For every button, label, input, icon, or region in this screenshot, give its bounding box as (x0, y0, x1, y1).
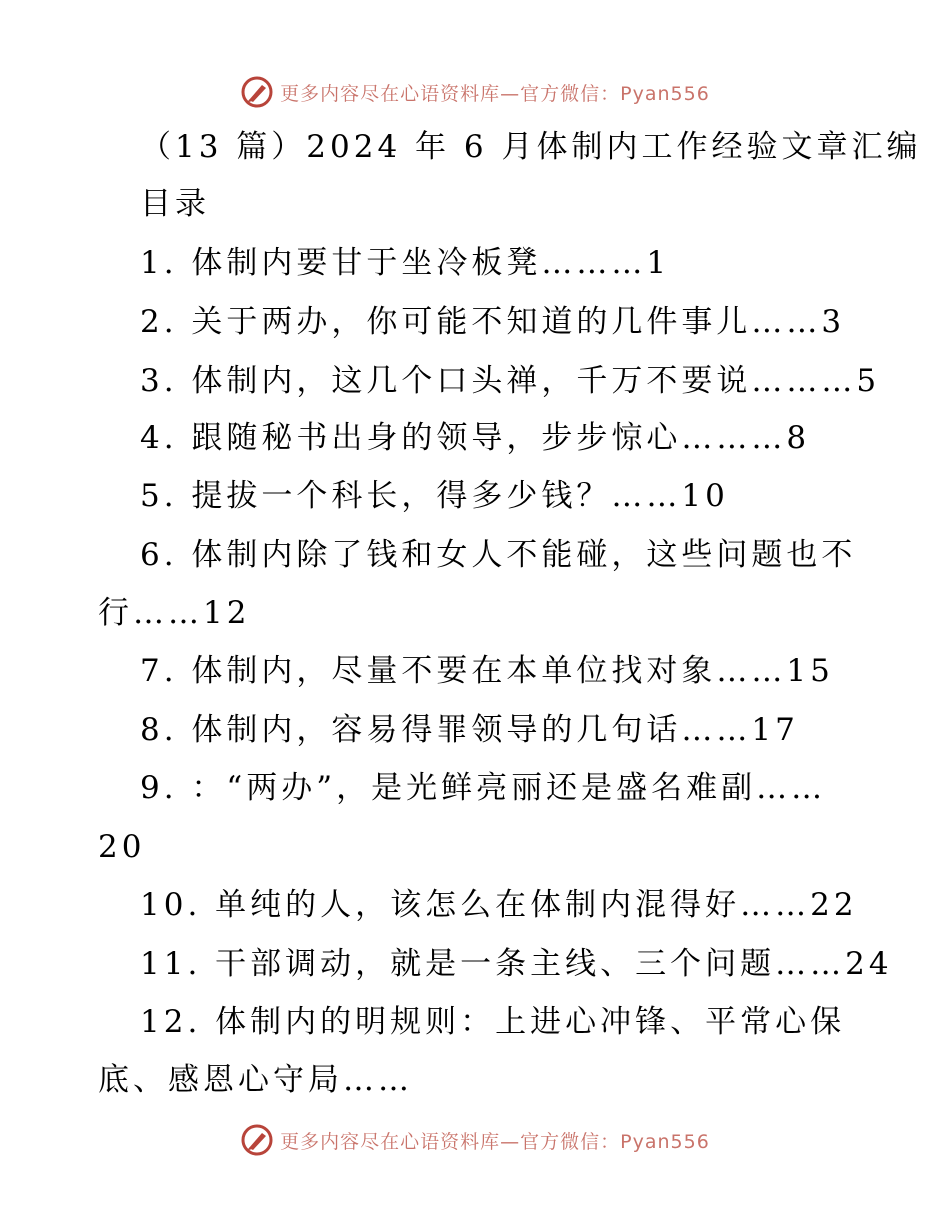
footer-watermark (0, 1120, 950, 1160)
toc-line: 6. 体制内除了钱和女人不能碰，这些问题也不 (140, 537, 857, 573)
toc-line: 4. 跟随秘书出身的领导，步步惊心………8 (140, 420, 811, 456)
toc-line: 12. 体制内的明规则：上进心冲锋、平常心保 (140, 1004, 846, 1040)
toc-line: 8. 体制内，容易得罪领导的几句话……17 (140, 712, 799, 748)
watermark-text: 更多内容尽在心语资料库—官方微信：Pyan556 (280, 1130, 710, 1153)
document-title: （13 篇）2024 年 6 月体制内工作经验文章汇编 (140, 129, 922, 165)
toc-line: 2. 关于两办，你可能不知道的几件事儿……3 (140, 304, 846, 340)
watermark-text: 更多内容尽在心语资料库—官方微信：Pyan556 (280, 82, 710, 105)
toc-line: 7. 体制内，尽量不要在本单位找对象……15 (140, 653, 834, 689)
toc-heading: 目录 (140, 186, 210, 222)
toc-line: 10. 单纯的人，该怎么在体制内混得好……22 (140, 887, 858, 923)
toc-line: 9. ：“两办”，是光鲜亮丽还是盛名难副…… (140, 770, 827, 806)
toc-line: 11. 干部调动，就是一条主线、三个问题……24 (140, 946, 893, 982)
brush-pen-logo-icon (240, 75, 274, 109)
toc-line: 3. 体制内，这几个口头禅，千万不要说………5 (140, 363, 881, 399)
toc-line: 行……12 (98, 595, 251, 631)
toc-line: 20 (98, 829, 146, 865)
toc-line: 底、感恩心守局…… (98, 1062, 413, 1098)
header-watermark (0, 72, 950, 112)
brush-pen-logo-icon (240, 1123, 274, 1157)
toc-line: 1. 体制内要甘于坐冷板凳………1 (140, 245, 671, 281)
toc-line: 5. 提拔一个科长，得多少钱？……10 (140, 478, 729, 514)
